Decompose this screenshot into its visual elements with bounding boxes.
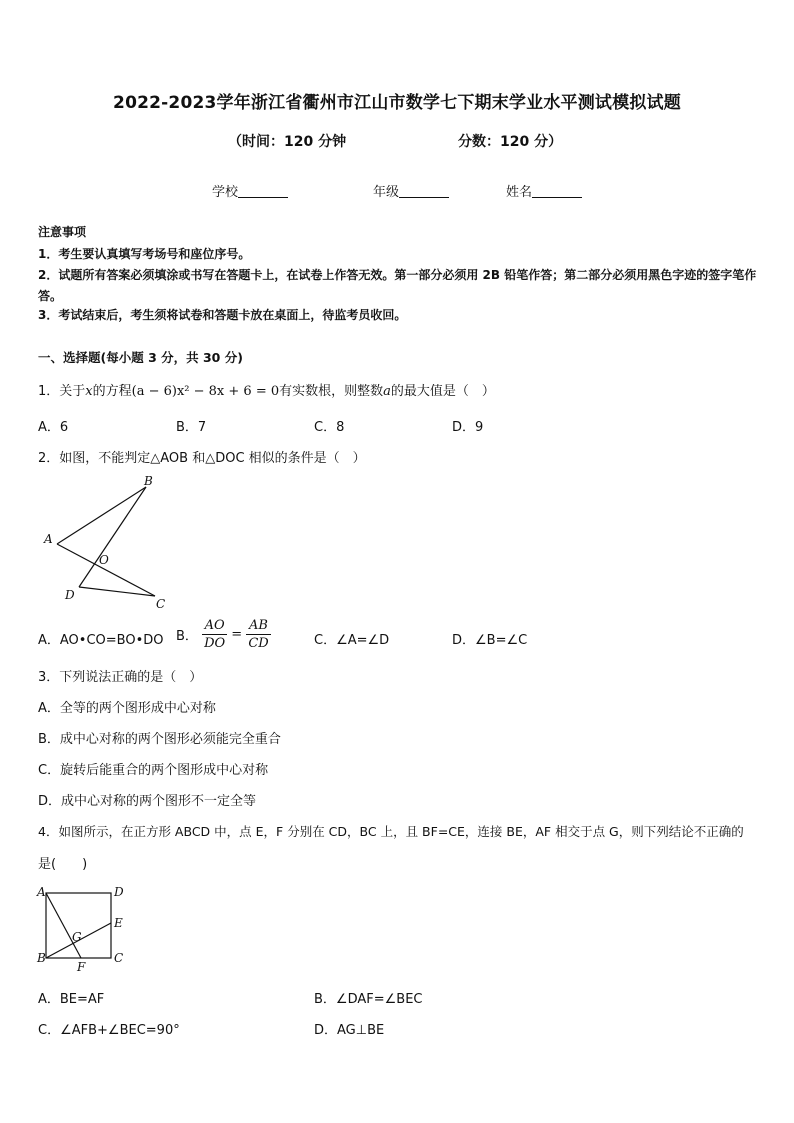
q3-option-c: C．旋转后能重合的两个图形成中心对称 bbox=[38, 763, 269, 778]
segment-bd bbox=[79, 487, 146, 587]
q1-var-a: a bbox=[383, 384, 391, 399]
q1-mid: 的方程 bbox=[92, 384, 132, 399]
label-c: C bbox=[156, 597, 166, 611]
question-1-stem bbox=[38, 380, 495, 399]
notes-heading: 注意事项 bbox=[38, 225, 87, 239]
frac-denominator: CD bbox=[248, 636, 269, 651]
fraction-ao-do bbox=[202, 617, 227, 652]
label-g: G bbox=[72, 930, 82, 944]
grade-field bbox=[373, 181, 449, 200]
segment-dc bbox=[79, 587, 155, 596]
label-c: C bbox=[114, 951, 124, 965]
q1-option-c: C．8 bbox=[314, 420, 345, 435]
q1-prefix: 1．关于 bbox=[38, 384, 86, 399]
frac-numerator: AO bbox=[202, 617, 227, 635]
label-o: O bbox=[99, 553, 109, 567]
q3-option-b: B．成中心对称的两个图形必须能完全重合 bbox=[38, 732, 281, 747]
q1-option-a: A．6 bbox=[38, 420, 69, 435]
label-a: A bbox=[44, 532, 53, 546]
square-abcd bbox=[46, 893, 111, 958]
q3-option-d: D．成中心对称的两个图形不一定全等 bbox=[38, 794, 257, 809]
q4-option-a: A．BE=AF bbox=[38, 992, 105, 1007]
grade-label: 年级 bbox=[373, 185, 400, 200]
score-label: 分数：120 分） bbox=[458, 134, 563, 150]
q2-option-b bbox=[176, 617, 271, 652]
question-4-stem-line1: 4．如图所示，在正方形 ABCD 中，点 E，F 分别在 CD，BC 上，且 BF=CE，连接 BE，AF 相交于点 G，则下列结论不正确的 bbox=[38, 824, 744, 839]
frac-denominator: DO bbox=[204, 636, 226, 651]
q1-suffix: 的最大值是（ ） bbox=[390, 384, 495, 399]
fraction-ab-cd bbox=[246, 617, 270, 652]
q1-option-d: D．9 bbox=[452, 420, 484, 435]
q4-figure-square bbox=[36, 882, 136, 972]
q2-figure-triangles bbox=[38, 472, 178, 617]
q4-option-b: B．∠DAF=∠BEC bbox=[314, 992, 423, 1007]
note-item: 1．考生要认真填写考场号和座位序号。 bbox=[38, 247, 251, 261]
label-b: B bbox=[37, 951, 46, 965]
question-3-stem: 3．下列说法正确的是（ ） bbox=[38, 670, 203, 685]
label-b: B bbox=[144, 474, 153, 488]
equals-sign: = bbox=[231, 627, 243, 642]
school-label: 学校 bbox=[212, 185, 239, 200]
q4-option-d: D．AG⊥BE bbox=[314, 1023, 385, 1038]
time-label: （时间：120 分钟 bbox=[228, 134, 347, 150]
label-f: F bbox=[77, 960, 86, 972]
school-blank bbox=[238, 185, 288, 198]
label-d: D bbox=[114, 885, 124, 899]
label-e: E bbox=[114, 916, 123, 930]
q1-equation: (a − 6)x² − 8x + 6 = 0 bbox=[131, 384, 280, 399]
label-d: D bbox=[65, 588, 75, 602]
q2-option-d: D．∠B=∠C bbox=[452, 633, 528, 648]
q3-option-a: A．全等的两个图形成中心对称 bbox=[38, 701, 216, 716]
page-title: 2022-2023学年浙江省衢州市江山市数学七下期末学业水平测试模拟试题 bbox=[113, 93, 681, 113]
q1-mid2: 有实数根，则整数 bbox=[279, 384, 384, 399]
question-4-stem-line2: 是( ) bbox=[38, 857, 88, 872]
note-item: 3．考试结束后，考生须将试卷和答题卡放在桌面上，待监考员收回。 bbox=[38, 308, 407, 322]
segment-ab bbox=[57, 487, 146, 544]
frac-numerator: AB bbox=[246, 617, 270, 635]
question-2-stem: 2．如图，不能判定△AOB 和△DOC 相似的条件是（ ） bbox=[38, 451, 366, 466]
q4-option-c: C．∠AFB+∠BEC=90° bbox=[38, 1023, 180, 1038]
name-label: 姓名 bbox=[506, 185, 533, 200]
grade-blank bbox=[399, 185, 449, 198]
school-field bbox=[212, 181, 288, 200]
name-blank bbox=[532, 185, 582, 198]
q2-option-b-prefix: B． bbox=[176, 629, 198, 644]
section-heading: 一、选择题(每小题 3 分，共 30 分) bbox=[38, 350, 243, 365]
q2-option-c: C．∠A=∠D bbox=[314, 633, 390, 648]
note-item: 2．试题所有答案必须填涂或书写在答题卡上，在试卷上作答无效。第一部分必须用 2B 铅笔作答；第二部分必须用黑色字迹的签字笔作答。 bbox=[38, 268, 757, 303]
q1-option-b: B．7 bbox=[176, 420, 207, 435]
name-field bbox=[506, 181, 582, 200]
q1-var-x: x bbox=[85, 384, 93, 399]
q2-option-a: A．AO•CO=BO•DO bbox=[38, 633, 164, 648]
label-a: A bbox=[37, 885, 46, 899]
